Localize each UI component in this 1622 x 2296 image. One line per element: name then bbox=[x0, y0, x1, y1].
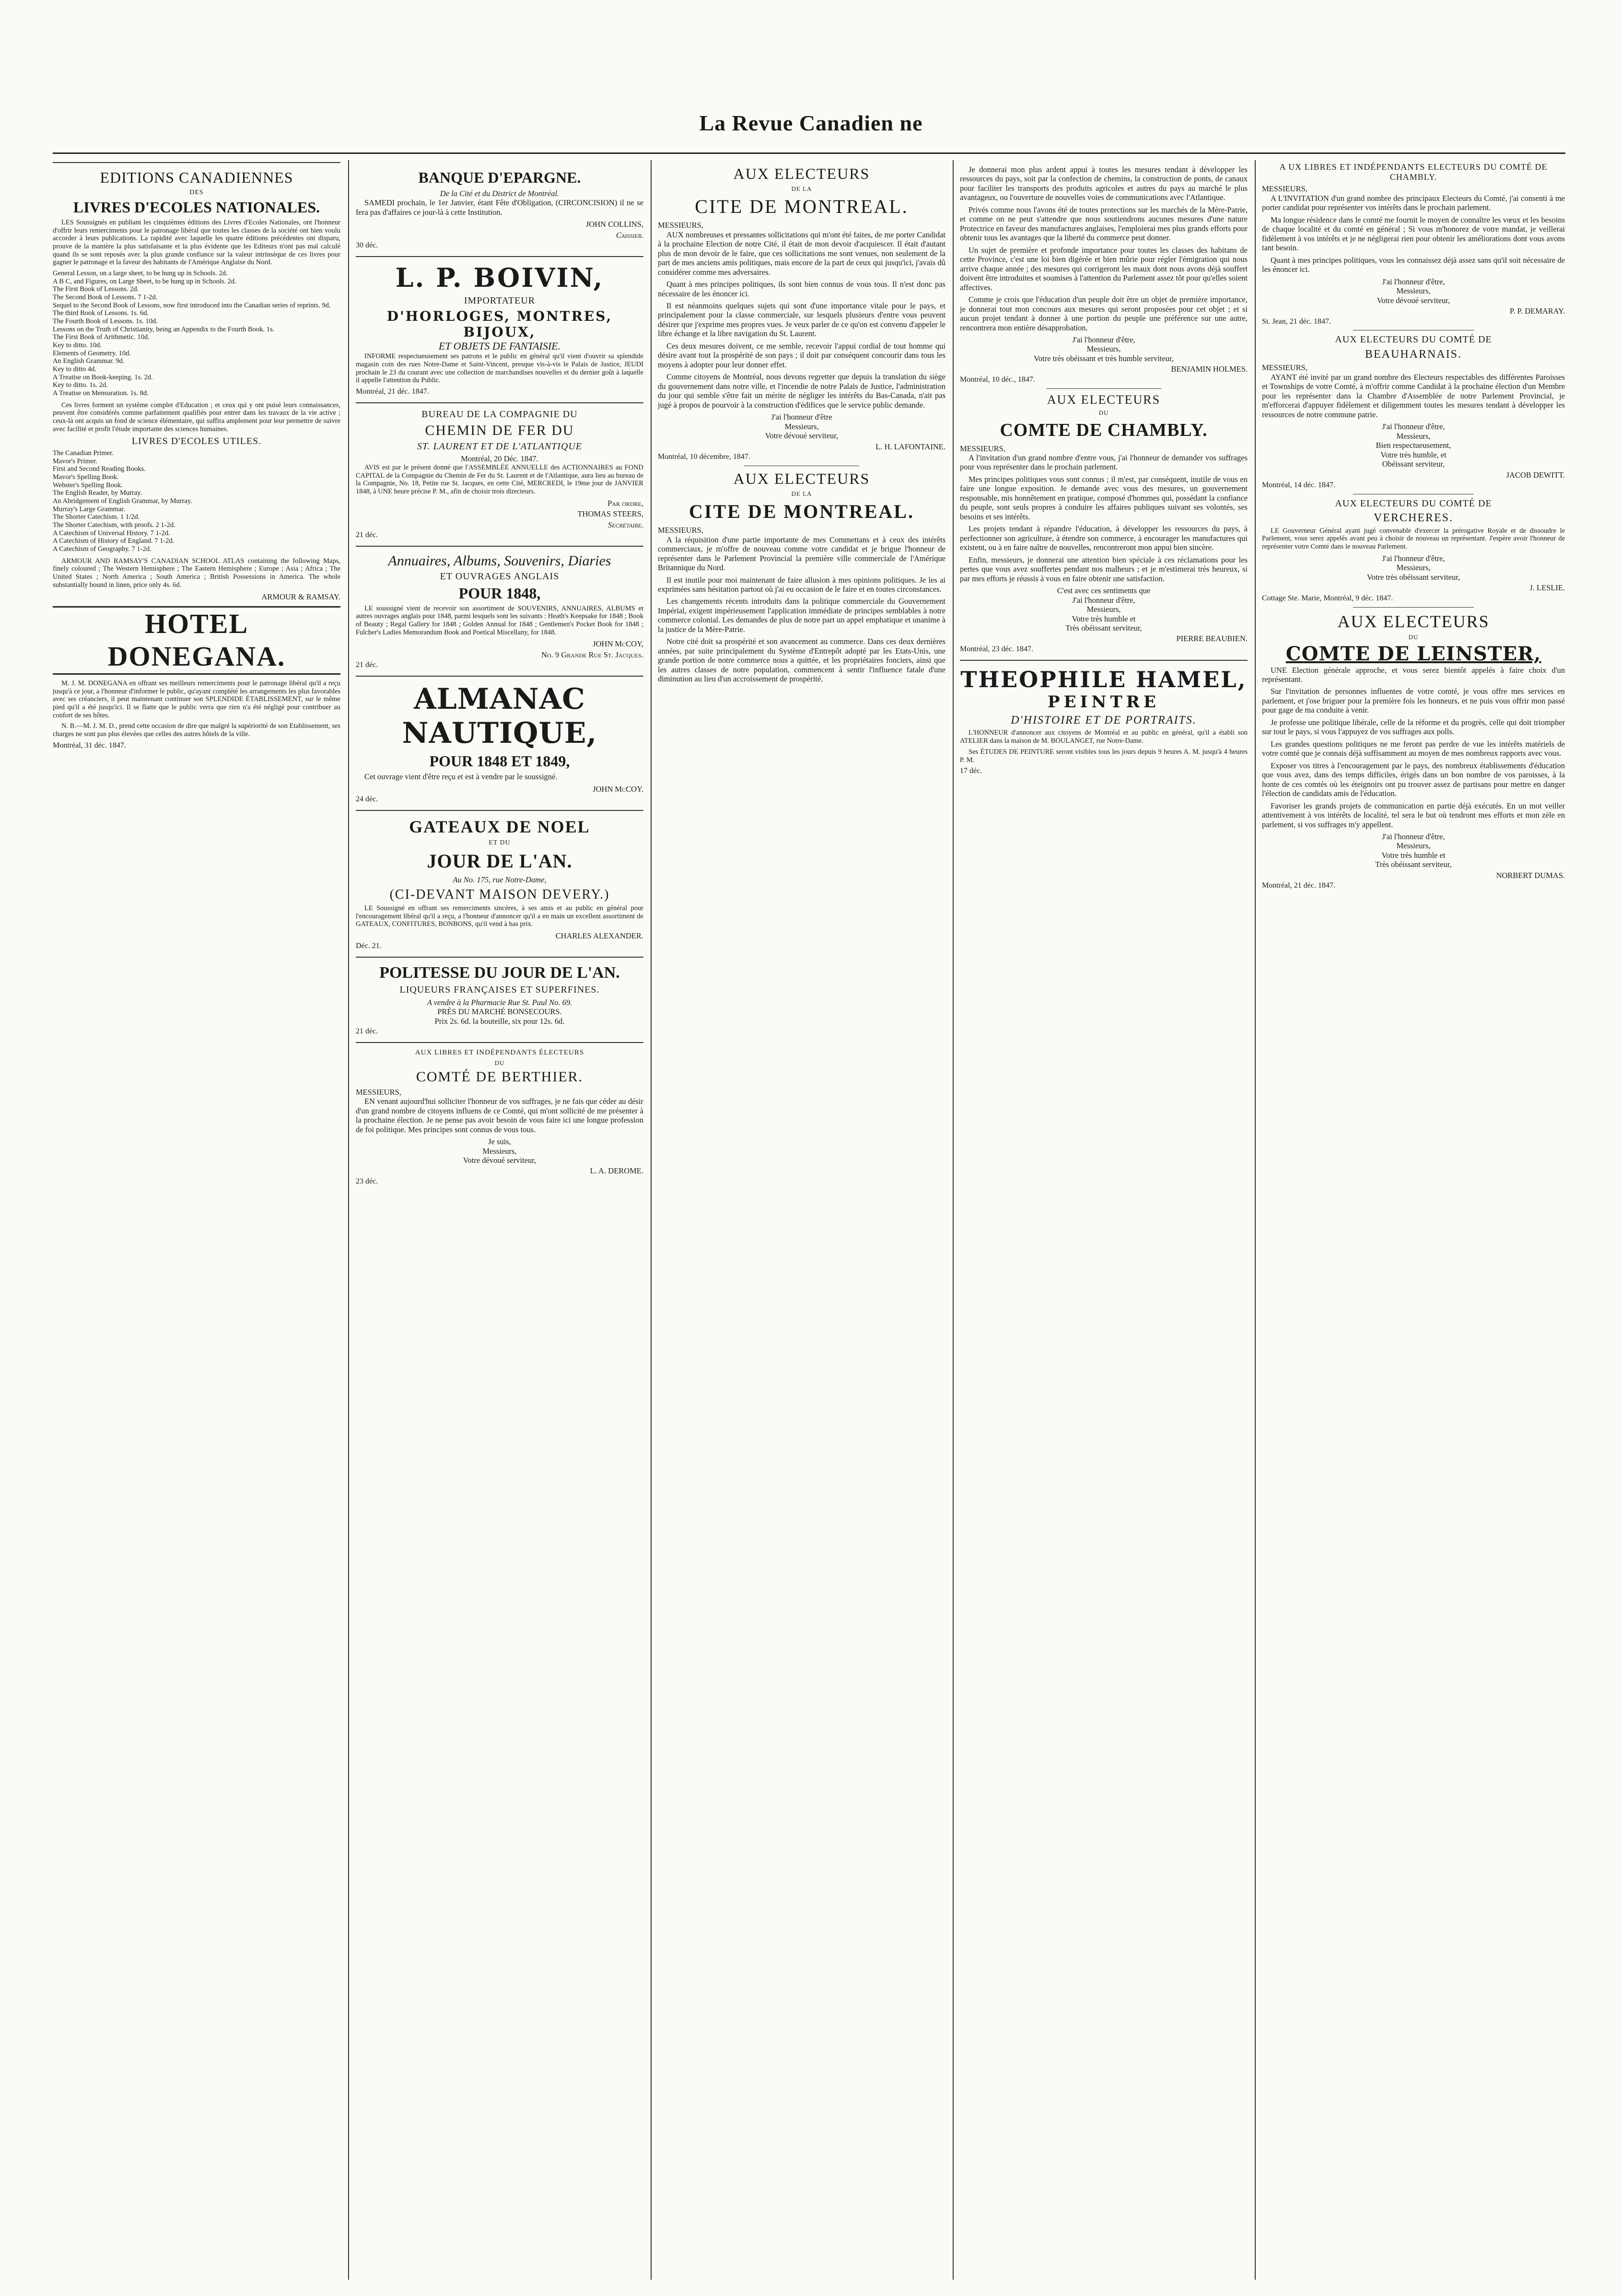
closing: J'ai l'honneur d'être, bbox=[1382, 422, 1445, 432]
column-divider bbox=[348, 160, 349, 2280]
ad-title: COMTE DE CHAMBLY. bbox=[1000, 420, 1208, 440]
paragraph: Les projets tendant à répandre l'éducation, à développer les ressources du pays, à perfectionner son agriculture, à étendre son commerce, à encourager les manufactures qui existent, ou à en faire naître de nouvelles, rencontreront mon appui bien sincère. bbox=[960, 524, 1248, 552]
signature: P. P. DEMARAY. bbox=[1509, 306, 1565, 316]
closing: Votre très humble et bbox=[1381, 850, 1446, 860]
closing: J'ai l'honneur d'être bbox=[771, 412, 832, 422]
list-item: The Shorter Catechism, with proofs. 2 1-2d. bbox=[53, 521, 175, 529]
closing: Votre dévoué serviteur, bbox=[765, 431, 839, 441]
hotel-note: N. B.—M. J. M. D., prend cette occasion de dire que malgré la supériorité de son Etablissement, ses charges ne sont pas plus élevées que celles des autres hôtels de la ville. bbox=[53, 722, 340, 738]
address: A vendre à la Pharmacie Rue St. Paul No. 69. bbox=[427, 998, 572, 1007]
closing: Messieurs, bbox=[1396, 563, 1431, 573]
ad-title: JOUR DE L'AN. bbox=[427, 850, 572, 872]
list-item: An Abridgement of English Grammar, by Murray. bbox=[53, 497, 192, 505]
closing: J'ai l'honneur d'être, bbox=[1382, 553, 1445, 563]
book-list bbox=[53, 269, 340, 398]
paragraph: A la réquisition d'une partie importante de mes Commettans et à ceux des intérêts commerciaux, je m'offre de nouveau comme votre candidat et je brigue l'honneur de représenter dans le Parlement Provincial la première ville commerciale de l'Amérique Britannique du Nord. bbox=[658, 535, 945, 573]
closing: C'est avec ces sentiments que bbox=[1057, 586, 1151, 596]
list-item: Mavor's Primer. bbox=[53, 457, 97, 465]
ad-title: BANQUE D'EPARGNE. bbox=[418, 169, 581, 186]
closing: Messieurs, bbox=[482, 1146, 517, 1156]
paragraph: UNE Election générale approche, et vous serez bientôt appelés à faire choix d'un représentant. bbox=[1262, 665, 1565, 684]
signature: JOHN McCOY, bbox=[593, 639, 643, 649]
paragraph: Favoriser les grands projets de communication en partie déjà exécutés. En un mot veiller attentivement à vos intérêts de localité, tel sera le but où tendront mes efforts et mon zèle en parlement, si vos suffrages m'y appellent. bbox=[1262, 801, 1565, 829]
signature: JOHN COLLINS, bbox=[585, 220, 643, 229]
paragraph: Comme je crois que l'éducation d'un peuple doit être un objet de première importance, je donnerai tout mon concours aux mesures qui seront proposées pour cet objet ; et si aucun projet tendant à donner à une portion du peuple une préférence sur une autre, rencontrera mon entière désapprobation. bbox=[960, 295, 1248, 332]
paragraph: AUX nombreuses et pressantes sollicitations qui m'ont été faites, de me porter Candidat à la prochaine Election de notre Cité, il était de mon devoir d'acquiescer. Il était d'autant plus de mon devoir de le faire, que ces sollicitations me sont venues, non seulement de la part de mes anciens amis politiques, mais encore de la part de ceux qui jusqu'ici, j'avais dû considérer comme mes adversaires. bbox=[658, 230, 945, 277]
paragraph: Comme citoyens de Montréal, nous devons regretter que depuis la translation du siège du gouvernement dans notre ville, et l'incendie de notre Palais de Justice, l'administration du jour qui semble s'être fait un mérite de négliger les intérêts du Bas-Canada, n'ait pas jugé à propos de pourvoir à la construction d'édifices que le service public demande. bbox=[658, 372, 945, 410]
paragraph: A L'INVITATION d'un grand nombre des principaux Electeurs du Comté, j'ai consenti à me porter candidat pour représenter vos intérêts dans le prochain parlement. bbox=[1262, 193, 1565, 212]
list-item: A Catechism of Universal History. 7 1-2d. bbox=[53, 529, 170, 537]
ad-banner-title: ALMANAC NAUTIQUE, bbox=[402, 682, 597, 750]
address: PRÈS DU MARCHÉ BONSECOURS. bbox=[437, 1007, 562, 1017]
date: St. Jean, 21 déc. 1847. bbox=[1262, 317, 1331, 326]
ad-title: GATEAUX DE NOEL bbox=[409, 817, 590, 837]
ad-title: CITE DE MONTREAL. bbox=[695, 196, 909, 218]
ad-body: SAMEDI prochain, le 1er Janvier, étant Fête d'Obligation, (CIRCONCISION) il ne se fera pas d'affaires ce jour-là à cette Institution. bbox=[356, 198, 643, 217]
closing: Messieurs, bbox=[1396, 431, 1431, 441]
paragraph: Quant à mes principes politiques, ils sont bien connus de vous tous. Il n'est donc pas nécessaire de les énoncer ici. bbox=[658, 280, 945, 298]
date: Montréal, 20 Déc. 1847. bbox=[461, 454, 538, 464]
closing: J'ai l'honneur d'être, bbox=[1072, 335, 1135, 344]
closing: Messieurs, bbox=[784, 422, 819, 431]
ad-title: Annuaires, Albums, Souvenirs, Diaries bbox=[388, 552, 611, 569]
ad-title: EDITIONS CANADIENNES bbox=[100, 169, 293, 186]
price: Prix 2s. 6d. la bouteille, six pour 12s. 6d. bbox=[434, 1016, 565, 1026]
date: 30 déc. bbox=[356, 241, 378, 250]
ad-body: LE Soussigné en offrant ses remerciments sincères, à ses amis et au public en général pour l'encouragement libéral qu'il a reçu, a l'honneur d'annoncer qu'il a en main un excellent assortiment de GATEAUX, CONFITURES, BONBONS, qu'il vend à bas prix. bbox=[356, 904, 643, 928]
closing: Très obéissant serviteur, bbox=[1375, 860, 1452, 869]
column-4 bbox=[960, 160, 1248, 2270]
ad-subtitle: (CI-DEVANT MAISON DEVERY.) bbox=[389, 887, 610, 902]
list-item: The Fourth Book of Lessons. 1s. 10d. bbox=[53, 317, 158, 326]
list-item: The First Book of Arithmetic. 10d. bbox=[53, 333, 150, 341]
list-item: First and Second Reading Books. bbox=[53, 465, 146, 473]
closing: Bien respectueusement, bbox=[1376, 441, 1451, 450]
date: 21 déc. bbox=[356, 1027, 378, 1036]
list-item: A B C, and Figures, on Large Sheet, to be hung up in Schools. 2d. bbox=[53, 277, 236, 285]
paragraph: Les changements récents introduits dans la politique commerciale du Gouvernement Impérial, exigent impérieusement l'application immédiate de principes semblables à notre commerce colonial. Les demandes de plus de notre part un appel emphatique et unanime à la justice de la Mère-Patrie. bbox=[658, 597, 945, 634]
signature: ARMOUR & RAMSAY. bbox=[261, 592, 340, 601]
signature: BENJAMIN HOLMES. bbox=[1171, 364, 1248, 374]
paragraph: Je donnerai mon plus ardent appui à toutes les mesures tendant à développer les ressources du pays, soit par la confection de chemins, la construction de ponts, de canaux pour faciliter les transports des produits agricoles et autres du pays au marché le plus avantageux, ou l'ouverture de nouvelles voies de communications avec l'Atlantique. bbox=[960, 165, 1248, 202]
ad-pre-title: AUX LIBRES ET INDÉPENDANTS ÉLECTEURS bbox=[415, 1049, 584, 1057]
date: Montréal, 14 déc. 1847. bbox=[1262, 480, 1335, 489]
signature-role: Secrétaire. bbox=[607, 520, 643, 529]
ad-banner-title: COMTE DE LEINSTER, bbox=[1285, 643, 1541, 666]
ad-banner-title: THEOPHILE HAMEL, bbox=[960, 666, 1247, 692]
column-divider bbox=[953, 160, 954, 2280]
list-item: Sequel to the Second Book of Lessons, now first introduced into the Canadian series of reprints. 9d. bbox=[53, 301, 331, 309]
signature: NORBERT DUMAS. bbox=[1496, 870, 1565, 880]
ad-body: EN venant aujourd'hui solliciter l'honneur de vos suffrages, je ne fais que céder au désir d'un grand nombre de citoyens influens de ce Comté, qui m'ont sollicité de me présenter à la prochaine élection. Je ne pense pas avoir besoin de vous faire ici une longue profession de foi politique. Mes principes sont connus de vous tous. bbox=[356, 1097, 643, 1134]
paragraph: Notre cité doit sa prospérité et son avancement au commerce. Dans ces deux dernières années, par suite principalement du Système d'Entrepôt adopté par les Etats-Unis, une grande portion de notre commerce nous a quittée, et les propriétaires fonciers, ainsi que les autres classes de notre population, commencent à sentir l'influence fatale d'une diminution au lieu d'un accroissement de prospérité. bbox=[658, 637, 945, 684]
list-item: Elements of Geometry. 10d. bbox=[53, 349, 131, 357]
date: Montréal, 23 déc. 1847. bbox=[960, 644, 1033, 653]
paragraph: Enfin, messieurs, je donnerai une attention bien spéciale à ces réclamations pour les pertes que vous avez souffertes pendant nos malheurs ; et je m'estimerai très heureux, si par mes efforts je réussis à vous en faire obtenir une satisfaction. bbox=[960, 555, 1248, 583]
closing: Messieurs, bbox=[1396, 841, 1431, 851]
paragraph: Ces deux mesures doivent, ce me semble, recevoir l'appui cordial de tout homme qui désire avant tout la prospérité de son pays ; il doit par conséquent concourir dans tous les moyens à adopter pour leur donner effet. bbox=[658, 341, 945, 369]
date: 21 déc. bbox=[356, 661, 378, 669]
signature: CHARLES ALEXANDER. bbox=[555, 931, 643, 940]
ad-subtitle: LIVRES D'ECOLES NATIONALES. bbox=[73, 199, 320, 216]
paragraph: Il est néanmoins quelques sujets qui sont d'une importance vitale pour le pays, et principalement pour la classe commerciale, sur lesquels plusieurs d'entre vous peuvent désirer que j'exprime mes propres vues. Je veux parler de ce qu'on est convenu d'appeler le libre échange et la libre navigation du St. Laurent. bbox=[658, 301, 945, 339]
masthead-rule bbox=[53, 152, 1565, 154]
ad-body: L'HONNEUR d'annoncer aux citoyens de Montréal et au public en général, qu'il a établi son ATELIER dans la maison de M. BOULANGET, rue Notre-Dame. bbox=[960, 729, 1248, 745]
signature-role: Caissier. bbox=[616, 230, 643, 240]
list-item: A Treatise on Book-keeping. 1s. 2d. bbox=[53, 373, 153, 381]
signature: JACOB DEWITT. bbox=[1506, 470, 1565, 480]
list-item: General Lesson, on a large sheet, to be hung up in Schools. 2d. bbox=[53, 269, 228, 278]
ad-connector: DU bbox=[1098, 409, 1109, 417]
ad-intro: LES Soussignés en publiant les cinquièmes éditions des Livres d'Ecoles Nationales, ont l'honneur d'offrir leurs remerciments pour le patronage libéral que toutes les classes de la société ont bien voulu accorder à leurs publications. La rapidité avec laquelle les quatre éditions précédentes ont disparu, prouve de la manière la plus satisfaisante et la plus évidente que les Editeurs n'ont pas mal calculé quand ils se sont reposés avec la plus grande confiance sur la valeur intrinsèque de ces livres pour gagner le patronage et la faveur des habitants de l'Amérique Anglaise du Nord. bbox=[53, 219, 340, 267]
ad-title: CHEMIN DE FER DU bbox=[425, 422, 574, 439]
date: Cottage Ste. Marie, Montréal, 9 déc. 1847. bbox=[1262, 594, 1393, 602]
salutation: MESSIEURS, bbox=[1262, 184, 1307, 194]
ad-body: INFORME respectueusement ses patrons et le public en général qu'il vient d'ouvrir sa splendide magasin coin des rues Notre-Dame et Saint-Vincent, presque vis-à-vis le Palais de Justice, JEUDI prochain le 23 du courant avec une collection de marchandises nouvelles et du dernier goût à laquelle il appelle l'attention du Public. bbox=[356, 352, 643, 385]
ad-pre-title: AUX ELECTEURS bbox=[733, 469, 870, 487]
paragraph: Ma longue résidence dans le comté me fournit le moyen de connaître les vœux et les besoins de chaque localité et du comté en général ; Si vous m'honorez de votre mandat, je veillerai fidèlement à vos intérêts et je ne négligerai rien pour obtenir les améliorations dont vous avons tant besoin. bbox=[1262, 215, 1565, 253]
paragraph: Les grandes questions politiques ne me feront pas perdre de vue les intérêts matériels de votre comté que je connais déjà suffisamment au moyen de mes nombreux rapports avec vous. bbox=[1262, 739, 1565, 758]
ad-body: Ses ÉTUDES DE PEINTURE seront visibles tous les jours depuis 9 heures A. M. jusqu'à 4 heures P. M. bbox=[960, 748, 1248, 764]
closing: Je suis, bbox=[488, 1137, 511, 1147]
list-item: Key to ditto. 1s. 2d. bbox=[53, 381, 108, 389]
ad-banner-title: L. P. BOIVIN, bbox=[395, 262, 604, 293]
ad-year: POUR 1848 ET 1849, bbox=[429, 752, 570, 770]
closing: Votre très obéissant et très humble serviteur, bbox=[1034, 353, 1174, 363]
date: Montréal, 10 déc., 1847. bbox=[960, 375, 1035, 384]
paragraph: AYANT été invité par un grand nombre des Electeurs respectables des différentes Paroisses et Townships de votre Comté, à m'offrir comme Candidat à la prochaine élection d'un Membre pour les représenter dans la Chambre d'Assemblée de notre Parlement Provincial, je m'efforcerai d'appuyer fidèlement et diligemment toutes les mesures tendant à développer les ressources de notre commune patrie. bbox=[1262, 372, 1565, 419]
ad-role: PEINTRE bbox=[1048, 692, 1160, 712]
column-3 bbox=[658, 160, 945, 2270]
date: Montréal, 21 déc. 1847. bbox=[356, 387, 429, 396]
ad-title: POLITESSE DU JOUR DE L'AN. bbox=[379, 964, 620, 982]
ad-title: ST. LAURENT ET DE L'ATLANTIQUE bbox=[417, 441, 583, 452]
section-heading: LIVRES D'ECOLES UTILES. bbox=[131, 436, 262, 447]
closing: Messieurs, bbox=[1086, 605, 1121, 614]
ad-title: VERCHERES. bbox=[1373, 512, 1453, 525]
ad-pre-title: AUX ELECTEURS bbox=[1337, 611, 1490, 631]
salutation: MESSIEURS, bbox=[658, 221, 703, 230]
closing: J'ai l'honneur d'être, bbox=[1382, 277, 1445, 286]
list-item: Lessons on the Truth of Christianity, being an Appendix to the Fourth Book. 1s. bbox=[53, 325, 275, 333]
ad-body: Cet ouvrage vient d'être reçu et est à vendre par le soussigné. bbox=[364, 772, 558, 782]
paragraph: Mes principes politiques vous sont connus ; il m'est, par conséquent, inutile de vous en faire une longue exposition. Je demande avec vous des mesures, un gouvernement responsable, mis honnêtement en pratique, composé d'hommes qui, possédant la confiance du peuple, sont seuls propres à conduire les affaires publiques suivant ses volontés, ses besoins et ses intérêts. bbox=[960, 474, 1248, 521]
paragraph: Sur l'invitation de personnes influentes de votre comté, je vous offre mes services en parlement, et j'ose briguer pour la première fois les honneurs, et ne puis vous offrir mon passé pour gage de ma conduite à venir. bbox=[1262, 687, 1565, 715]
ad-pre-title: AUX ELECTEURS DU COMTÉ DE bbox=[1335, 334, 1492, 345]
signature: JOHN McCOY. bbox=[593, 784, 643, 794]
signature: THOMAS STEERS, bbox=[577, 509, 643, 519]
paragraph: Il est inutile pour moi maintenant de faire allusion à mes opinions politiques. Je les ai exprimées sans hésitation partout où j'ai eu occasion de le faire et en toutes circonstances. bbox=[658, 575, 945, 594]
list-item: A Catechism of Geography. 7 1-2d. bbox=[53, 545, 152, 553]
list-item: Murray's Large Grammar. bbox=[53, 505, 125, 513]
hotel-title: HOTEL DONEGANA. bbox=[53, 606, 340, 675]
closing: Messieurs, bbox=[1396, 286, 1431, 296]
list-item: The English Reader, by Murray. bbox=[53, 489, 142, 497]
salutation: MESSIEURS, bbox=[1262, 363, 1307, 373]
ad-title: CITE DE MONTREAL. bbox=[689, 501, 914, 522]
signature-intro: Par ordre, bbox=[607, 498, 643, 508]
list-item: The Shorter Catechism. 1 1/2d. bbox=[53, 513, 140, 521]
atlas-text: ARMOUR AND RAMSAY'S CANADIAN SCHOOL ATLAS containing the following Maps, finely coloured ; The Western Hemisphere ; The Eastern Hemisphere ; Europe ; Asia ; Africa ; The United States ; North America ; South America ; British Possessions in America. The whole substantially bound in linen, price only 4s. 6d. bbox=[53, 557, 340, 589]
date: Montréal, 21 déc. 1847. bbox=[1262, 881, 1335, 890]
hotel-text: M. J. M. DONEGANA en offrant ses meilleurs remerciments pour le patronage libéral qu'il a reçu jusqu'à ce jour, a l'honneur d'informer le public, qu'ayant complété les arrangements les plus favorables avec ses créanciers, il peut maintenant continuer son SPLENDIDE ÉTABLISSEMENT, sur le même pied qu'il a été jusqu'ici. Il se flatte que le public verra que rien n'a été négligé pour contribuer au confort de ses hôtes. bbox=[53, 679, 340, 719]
closing: Votre très humble, et bbox=[1380, 450, 1447, 459]
ad-title: COMTÉ DE BERTHIER. bbox=[416, 1069, 583, 1085]
column-2 bbox=[356, 160, 643, 2270]
date: Montréal, 31 déc. 1847. bbox=[53, 741, 126, 750]
paragraph: Exposer vos titres à l'encouragement par le pays, des nombreux établissements d'éducation que vous avez, dans des temps difficiles, érigés dans un bon nombre de vos paroisses, à la honte de ces comtés où les éteignoirs ont pu trouver assez de partisans pour mettre en danger l'élection de candidats amis de l'éducation. bbox=[1262, 761, 1565, 798]
list-item: Webster's Spelling Book. bbox=[53, 481, 123, 489]
ad-title: A UX LIBRES ET INDÉPENDANTS ELECTEURS DU COMTÉ DE CHAMBLY. bbox=[1279, 162, 1548, 182]
list-item: The third Book of Lessons. 1s. 6d. bbox=[53, 309, 149, 317]
column-divider bbox=[1255, 160, 1256, 2280]
list-item: An English Grammar. 9d. bbox=[53, 357, 125, 365]
ad-connector: DE LA bbox=[791, 185, 812, 192]
ad-title: BUREAU DE LA COMPAGNIE DU bbox=[421, 409, 578, 420]
paragraph: Privés comme nous l'avons été de toutes protections sur les marchés de la Mère-Patrie, et comme on ne peut s'attendre que nous soutiendrons aucunes mesures d'une nature Protectrice en faveur des manufactures anglaises, l'emploierai mes plus grands efforts pour obtenir tous les avantages que la liberté du commerce peut donner. bbox=[960, 205, 1248, 243]
paragraph: A l'invitation d'un grand nombre d'entre vous, j'ai l'honneur de demander vos suffrages pour vous représenter dans le prochain parlement. bbox=[960, 453, 1248, 472]
closing: Votre dévoué serviteur, bbox=[463, 1155, 537, 1165]
ad-pre-title: AUX ELECTEURS bbox=[1047, 392, 1161, 407]
closing: Votre très humble et bbox=[1072, 614, 1136, 623]
closing: J'ai l'honneur d'être, bbox=[1382, 832, 1445, 841]
closing: Messieurs, bbox=[1086, 344, 1121, 354]
closing: J'ai l'honneur d'être, bbox=[1072, 595, 1135, 605]
ad-body: LE soussigné vient de recevoir son assortiment de SOUVENIRS, ANNUAIRES, ALBUMS et autres ouvrages anglais pour 1848, parmi lesquels sont les suivants : Heath's Keepsake for 1848 ; Book of Beauty ; Regal Gallery for 1848 ; Golden Annual for 1848 ; Gentlemen's Pocket Book for 1848 ; Fulcher's Ladies Memorandum Book and Poetical Miscellany, for 1848. bbox=[356, 604, 643, 636]
address: No. 9 Grande Rue St. Jacques. bbox=[541, 650, 643, 659]
paragraph: Quant à mes principes politiques, vous les connaissez déjà assez sans qu'il soit nécessaire de les énoncer ici. bbox=[1262, 255, 1565, 274]
ad-connector: DU bbox=[494, 1059, 505, 1066]
salutation: MESSIEURS, bbox=[658, 526, 703, 535]
list-item: A Treatise on Mensuration. 1s. 8d. bbox=[53, 389, 149, 398]
ad-connector: DE LA bbox=[791, 490, 812, 497]
signature: L. H. LAFONTAINE. bbox=[875, 442, 945, 451]
column-1 bbox=[53, 160, 340, 2270]
list-item: A Catechism of History of England. 7 1-2d. bbox=[53, 537, 175, 545]
list-item: The Second Book of Lessons. 7 1-2d. bbox=[53, 293, 158, 302]
ad-subtitle: De la Cité et du District de Montréal. bbox=[440, 188, 560, 198]
ad-subtitle: ET OUVRAGES ANGLAIS bbox=[440, 571, 560, 582]
ad-body: Ces livres forment un système complet d'Education ; et ceux qui y ont puisé leurs connaissances, peuvent être considérés comme parfaitement qualifiés pour entrer dans les travaux de la vie active ; ceux-là ont acquis un fond de science élémentaire, qui suffira amplement pour leur permettre de suivre avec facilité et profit l'étude importante des sciences humaines. bbox=[53, 401, 340, 433]
closing: Très obéissant serviteur, bbox=[1065, 623, 1142, 633]
column-5 bbox=[1262, 160, 1565, 2270]
list-item: The First Book of Lessons. 2d. bbox=[53, 285, 139, 293]
masthead-title: La Revue Canadien ne bbox=[699, 111, 923, 135]
closing: Votre très obéissant serviteur, bbox=[1366, 572, 1460, 582]
ad-year: POUR 1848, bbox=[458, 584, 541, 602]
signature: J. LESLIE. bbox=[1529, 583, 1565, 593]
address: Au No. 175, rue Notre-Dame, bbox=[453, 875, 547, 885]
ad-body: AVIS est par le présent donné que l'ASSEMBLÉE ANNUELLE des ACTIONNAIRES au FOND CAPITAL de la Compagnie du Chemin de Fer du St. Laurent et de l'Atlantique, aura lieu au bureau de la Compagnie, No. 18, Petite rue St. Jacques, en cette Cité, MERCREDI, le 19me jour de JANVIER 1848, à UNE heure précise P. M., afin de choisir trois directeurs. bbox=[356, 463, 643, 495]
ad-subtitle: IMPORTATEUR bbox=[464, 295, 536, 306]
ad-subtitle: LIQUEURS FRANÇAISES ET SUPERFINES. bbox=[399, 984, 600, 996]
signature: PIERRE BEAUBIEN. bbox=[1176, 634, 1248, 644]
list-item: The Canadian Primer. bbox=[53, 449, 114, 457]
ad-connector: DU bbox=[1408, 633, 1419, 641]
list-item: Key to ditto 4d. bbox=[53, 365, 97, 374]
paragraph: LE Gouverneur Général ayant jugé convenable d'exercer la prérogative Royale et de dissoudre le Parlement, vous serez appelés avant peu à choisir de nouveau un représentant. J'espère avoir l'honneur de représenter votre Comté dans le nouveau Parlement. bbox=[1262, 527, 1565, 551]
list-item: Key to ditto. 10d. bbox=[53, 341, 102, 350]
date: 21 déc. bbox=[356, 531, 378, 539]
ad-pre-title: AUX ELECTEURS bbox=[733, 165, 870, 182]
salutation: MESSIEURS, bbox=[960, 444, 1005, 453]
ad-goods: D'HORLOGES, MONTRES, BIJOUX, bbox=[386, 308, 613, 340]
ad-goods-sub: ET OBJETS DE FANTAISIE. bbox=[438, 340, 561, 352]
ad-pre-title: AUX ELECTEURS DU COMTÉ DE bbox=[1335, 498, 1492, 509]
ad-connector: DES bbox=[189, 188, 204, 196]
closing: Obéissant serviteur, bbox=[1382, 459, 1445, 469]
date: 23 déc. bbox=[356, 1177, 378, 1185]
paragraph: Je professe une politique libérale, celle de la réforme et du progrès, celle qui doit triompher sur tout le pays, si vous l'appuyez de vos suffrages aux polls. bbox=[1262, 717, 1565, 737]
salutation: MESSIEURS, bbox=[356, 1087, 401, 1097]
date: Montréal, 10 décembre, 1847. bbox=[658, 453, 750, 461]
column-divider bbox=[651, 160, 652, 2280]
signature: L. A. DEROME. bbox=[590, 1166, 643, 1176]
paragraph: Un sujet de première et profonde importance pour toutes les classes des habitans de cette Province, c'est une loi bien digérée et bien mûrie pour régler l'émigration qui nous arrive chaque année ; des mesures qui corrigeront les maux dont nous avons déjà souffert doivent être introduites et soumises à l'attention du Parlement assez tôt pour qu'elles soient affectives. bbox=[960, 245, 1248, 292]
closing: Votre dévoué serviteur, bbox=[1377, 295, 1450, 305]
ad-title: BEAUHARNAIS. bbox=[1365, 348, 1462, 361]
list-item: Mavor's Spelling Book. bbox=[53, 473, 119, 481]
ad-subtitle: D'HISTOIRE ET DE PORTRAITS. bbox=[1011, 714, 1197, 727]
date: 17 déc. bbox=[960, 767, 982, 775]
ad-connector: ET DU bbox=[489, 839, 511, 846]
date: 24 déc. bbox=[356, 795, 378, 804]
date: Déc. 21. bbox=[356, 942, 382, 950]
useful-book-list bbox=[53, 449, 340, 553]
